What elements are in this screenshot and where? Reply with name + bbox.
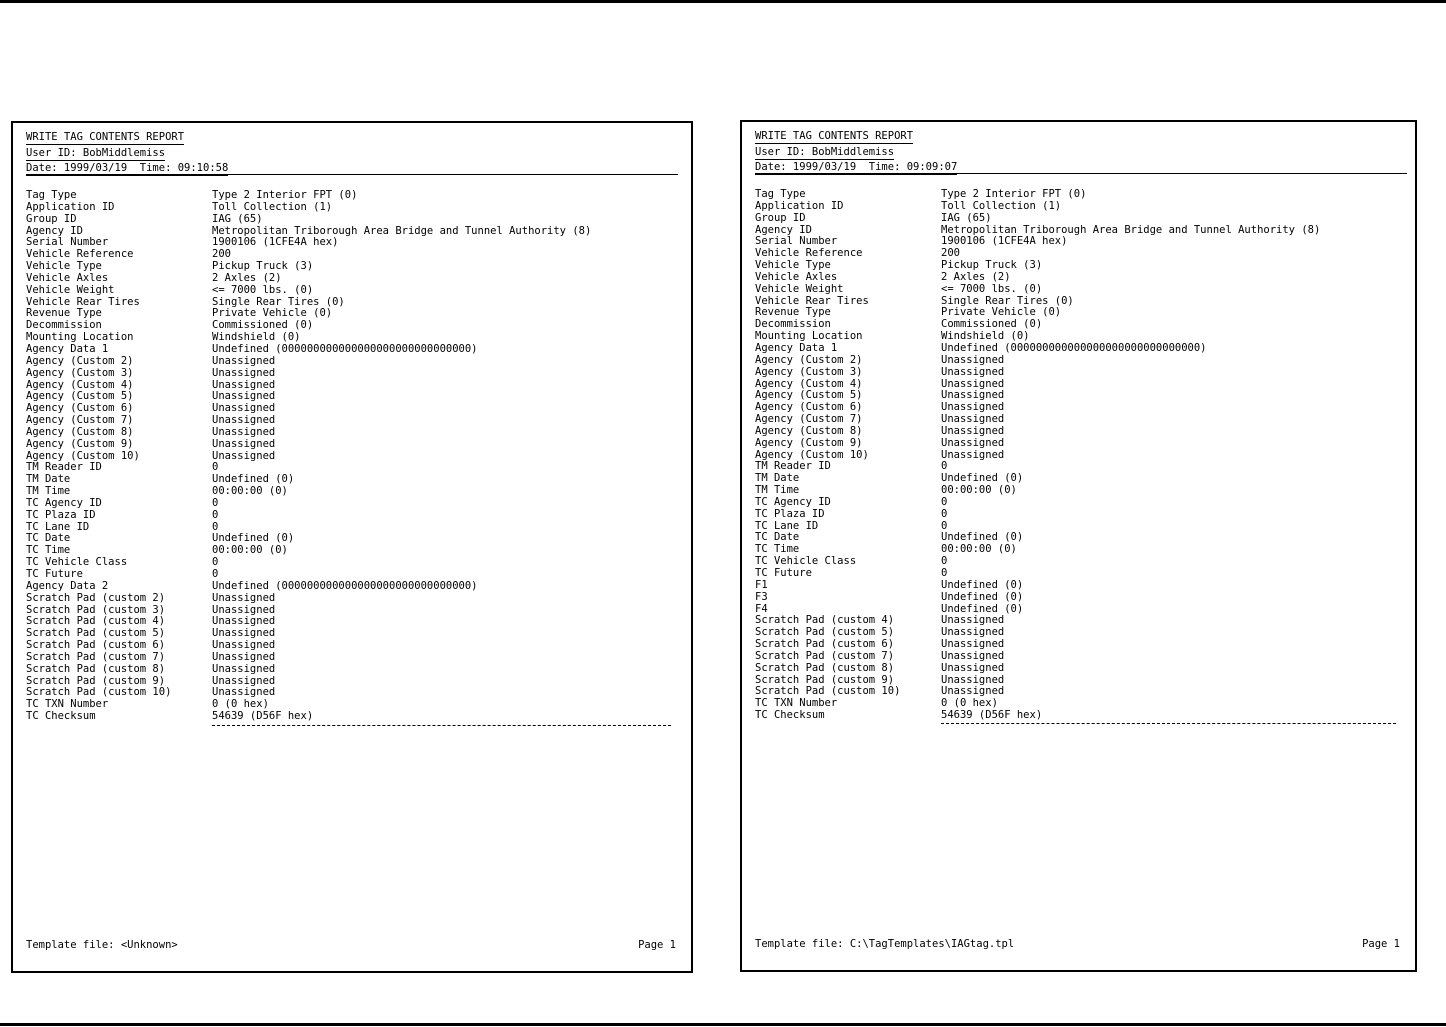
field-label: Agency (Custom 7) xyxy=(26,414,134,427)
field-value: Undefined (000000000000000000000000000000) xyxy=(941,341,1207,354)
report-title: WRITE TAG CONTENTS REPORT xyxy=(755,130,914,142)
report-date-time: Date: 1999/03/19 Time: 09:10:58 xyxy=(26,162,229,174)
field-label: Agency Data 1 xyxy=(755,341,838,354)
field-value: Undefined (0) xyxy=(941,472,1024,485)
field-label: TC Vehicle Class xyxy=(755,555,857,568)
field-label: Serial Number xyxy=(26,236,109,249)
field-value: <= 7000 lbs. (0) xyxy=(941,282,1043,295)
field-label: F1 xyxy=(755,578,768,591)
field-value: Undefined (0) xyxy=(941,531,1024,544)
field-label: Mounting Location xyxy=(26,331,134,344)
field-label: Scratch Pad (custom 8) xyxy=(26,662,166,675)
field-value: 0 xyxy=(941,555,948,568)
field-label: Agency (Custom 2) xyxy=(26,354,134,367)
field-label: TC Checksum xyxy=(26,710,96,723)
field-label: Scratch Pad (custom 3) xyxy=(26,603,166,616)
field-value: 0 xyxy=(212,556,219,569)
field-label: Agency (Custom 6) xyxy=(755,401,863,414)
field-label: Scratch Pad (custom 10) xyxy=(755,685,901,698)
field-value: Unassigned xyxy=(941,365,1005,378)
template-file-label: Template file: <Unknown> xyxy=(26,939,178,951)
field-value: Undefined (000000000000000000000000000000) xyxy=(212,579,478,592)
field-label: Agency (Custom 9) xyxy=(755,436,863,449)
field-label: Application ID xyxy=(755,199,844,212)
field-value: Unassigned xyxy=(941,614,1005,627)
field-label: TC Time xyxy=(755,543,800,556)
field-value: Unassigned xyxy=(941,424,1005,437)
report-user-id: User ID: BobMiddlemiss xyxy=(26,147,166,159)
field-label: Scratch Pad (custom 6) xyxy=(26,639,166,652)
field-value: Unassigned xyxy=(941,353,1005,366)
field-label: TC Checksum xyxy=(755,709,825,722)
page-number: Page 1 xyxy=(638,939,676,951)
field-label: Agency Data 1 xyxy=(26,342,109,355)
field-value: Unassigned xyxy=(941,389,1005,402)
field-label: Tag Type xyxy=(755,188,806,200)
field-label: Decommission xyxy=(755,318,831,331)
field-label: F3 xyxy=(755,590,768,603)
field-label: Agency (Custom 5) xyxy=(26,390,134,403)
field-value: Single Rear Tires (0) xyxy=(212,295,345,308)
report-title: WRITE TAG CONTENTS REPORT xyxy=(26,131,185,143)
field-value: 0 xyxy=(212,461,219,474)
field-label: Vehicle Reference xyxy=(755,247,863,260)
field-label: TM Time xyxy=(26,485,71,498)
field-value: Undefined (0) xyxy=(941,602,1024,615)
field-label: Scratch Pad (custom 4) xyxy=(26,615,166,628)
field-label: Scratch Pad (custom 8) xyxy=(755,661,895,674)
field-label: TC Date xyxy=(755,531,800,544)
field-value: 54639 (D56F hex) xyxy=(212,710,314,723)
field-value: Unassigned xyxy=(212,425,276,438)
field-value: 0 xyxy=(212,496,219,509)
field-value: 54639 (D56F hex) xyxy=(941,709,1043,722)
field-value: 2 Axles (2) xyxy=(941,270,1011,283)
field-value: 0 xyxy=(941,507,948,520)
field-value: Unassigned xyxy=(941,626,1005,639)
field-label: F4 xyxy=(755,602,768,615)
field-value: Unassigned xyxy=(212,390,276,403)
field-label: TC TXN Number xyxy=(755,697,838,710)
field-label: Agency (Custom 7) xyxy=(755,413,863,426)
field-label: Agency (Custom 5) xyxy=(755,389,863,402)
field-value: Unassigned xyxy=(941,649,1005,662)
field-label: Vehicle Type xyxy=(755,259,831,272)
field-value: Type 2 Interior FPT (0) xyxy=(941,188,1087,200)
field-label: Revenue Type xyxy=(26,307,102,320)
field-label: Scratch Pad (custom 5) xyxy=(755,626,895,639)
field-value: 1900106 (1CFE4A hex) xyxy=(212,236,339,249)
field-label: Mounting Location xyxy=(755,330,863,343)
field-value: Unassigned xyxy=(941,673,1005,686)
field-value: Unassigned xyxy=(212,402,276,415)
field-label: Agency (Custom 3) xyxy=(755,365,863,378)
field-value: Metropolitan Triborough Area Bridge and Tunnel Authority (8) xyxy=(212,224,592,237)
field-value: Unassigned xyxy=(941,377,1005,390)
field-value: Undefined (0) xyxy=(941,578,1024,591)
field-value: 0 (0 hex) xyxy=(212,698,269,711)
field-value: 0 xyxy=(941,460,948,473)
field-value: Pickup Truck (3) xyxy=(941,259,1043,272)
field-label: Vehicle Weight xyxy=(755,282,844,295)
field-value: Unassigned xyxy=(212,650,276,663)
field-value: Unassigned xyxy=(941,685,1005,698)
field-label: TC Vehicle Class xyxy=(26,556,128,569)
field-value: Undefined (0) xyxy=(212,473,295,486)
field-label: Group ID xyxy=(755,211,806,224)
field-value: Unassigned xyxy=(941,413,1005,426)
field-value: Windshield (0) xyxy=(212,331,301,344)
field-value: Unassigned xyxy=(212,437,276,450)
field-label: Vehicle Type xyxy=(26,260,102,273)
field-value: Unassigned xyxy=(212,414,276,427)
field-label: Scratch Pad (custom 9) xyxy=(26,674,166,687)
header-rule xyxy=(26,174,678,175)
field-value: Private Vehicle (0) xyxy=(941,306,1062,319)
field-label: TC Time xyxy=(26,544,71,557)
field-label: Group ID xyxy=(26,212,77,225)
field-value: Unassigned xyxy=(212,366,276,379)
field-label: TC Plaza ID xyxy=(755,507,825,520)
field-label: Agency (Custom 3) xyxy=(26,366,134,379)
field-value: Unassigned xyxy=(212,662,276,675)
field-label: Agency (Custom 8) xyxy=(26,425,134,438)
field-value: 200 xyxy=(941,247,960,260)
field-value: Unassigned xyxy=(212,591,276,604)
field-label: Agency (Custom 4) xyxy=(26,378,134,391)
page-number: Page 1 xyxy=(1362,938,1400,950)
field-value: IAG (65) xyxy=(212,212,263,225)
field-label: TC Agency ID xyxy=(755,495,831,508)
field-label: Scratch Pad (custom 5) xyxy=(26,627,166,640)
field-value: Commissioned (0) xyxy=(941,318,1043,331)
field-value: Undefined (000000000000000000000000000000) xyxy=(212,342,478,355)
field-value: 0 xyxy=(941,519,948,532)
field-value: Unassigned xyxy=(212,639,276,652)
field-value: Pickup Truck (3) xyxy=(212,260,314,273)
field-label: Agency (Custom 6) xyxy=(26,402,134,415)
field-label: Agency Data 2 xyxy=(26,579,109,592)
field-value: 0 xyxy=(212,520,219,533)
field-value: Unassigned xyxy=(941,448,1005,461)
field-label: Agency ID xyxy=(26,224,83,237)
field-value: <= 7000 lbs. (0) xyxy=(212,283,314,296)
field-value: Unassigned xyxy=(212,627,276,640)
field-value: Unassigned xyxy=(212,354,276,367)
field-value: Unassigned xyxy=(212,603,276,616)
field-value: Undefined (0) xyxy=(941,590,1024,603)
field-label: Agency ID xyxy=(755,223,812,236)
bottom-border-rule xyxy=(0,1023,1446,1026)
field-value: 2 Axles (2) xyxy=(212,271,282,284)
field-value: Unassigned xyxy=(941,638,1005,651)
field-label: TM Date xyxy=(26,473,71,486)
dashed-divider xyxy=(212,725,671,726)
field-label: Vehicle Rear Tires xyxy=(755,294,869,307)
field-label: Scratch Pad (custom 4) xyxy=(755,614,895,627)
field-value: Unassigned xyxy=(212,686,276,699)
field-value: 00:00:00 (0) xyxy=(212,544,288,557)
field-value: Unassigned xyxy=(212,674,276,687)
field-label: Vehicle Axles xyxy=(755,270,838,283)
top-border-rule xyxy=(0,0,1446,3)
field-value: 00:00:00 (0) xyxy=(941,484,1017,497)
field-label: Agency (Custom 2) xyxy=(755,353,863,366)
field-value: 200 xyxy=(212,248,231,261)
field-label: TC Lane ID xyxy=(26,520,90,533)
field-value: Metropolitan Triborough Area Bridge and Tunnel Authority (8) xyxy=(941,223,1321,236)
field-label: TM Date xyxy=(755,472,800,485)
field-label: Scratch Pad (custom 6) xyxy=(755,638,895,651)
report-user-id: User ID: BobMiddlemiss xyxy=(755,146,895,158)
field-value: Toll Collection (1) xyxy=(212,200,333,213)
header-rule xyxy=(755,173,1407,174)
field-value: Unassigned xyxy=(212,615,276,628)
field-value: 0 (0 hex) xyxy=(941,697,998,710)
field-value: Unassigned xyxy=(212,449,276,462)
field-label: TM Reader ID xyxy=(755,460,831,473)
field-label: Vehicle Rear Tires xyxy=(26,295,140,308)
field-value: 0 xyxy=(941,495,948,508)
field-value: Unassigned xyxy=(212,378,276,391)
field-label: Agency (Custom 4) xyxy=(755,377,863,390)
field-value: 0 xyxy=(212,568,219,580)
report-page-right xyxy=(740,120,1417,972)
field-value: Commissioned (0) xyxy=(212,319,314,332)
field-label: Vehicle Axles xyxy=(26,271,109,284)
field-label: Scratch Pad (custom 9) xyxy=(755,673,895,686)
field-label: Vehicle Reference xyxy=(26,248,134,261)
field-label: Agency (Custom 10) xyxy=(26,449,140,462)
field-value: Undefined (0) xyxy=(212,532,295,545)
field-label: Tag Type xyxy=(26,189,77,201)
field-label: TC Lane ID xyxy=(755,519,819,532)
field-label: TC TXN Number xyxy=(26,698,109,711)
field-label: TM Reader ID xyxy=(26,461,102,474)
dashed-divider xyxy=(941,723,1396,724)
field-label: Scratch Pad (custom 10) xyxy=(26,686,172,699)
field-value: 00:00:00 (0) xyxy=(941,543,1017,556)
field-value: Private Vehicle (0) xyxy=(212,307,333,320)
field-label: Application ID xyxy=(26,200,115,213)
field-label: Scratch Pad (custom 2) xyxy=(26,591,166,604)
field-label: TC Agency ID xyxy=(26,496,102,509)
field-label: TC Date xyxy=(26,532,71,545)
field-value: IAG (65) xyxy=(941,211,992,224)
field-label: Scratch Pad (custom 7) xyxy=(26,650,166,663)
field-label: TM Time xyxy=(755,484,800,497)
field-value: Unassigned xyxy=(941,661,1005,674)
field-value: 0 xyxy=(941,567,948,579)
field-label: TC Future xyxy=(755,567,812,579)
field-label: Agency (Custom 8) xyxy=(755,424,863,437)
field-label: Agency (Custom 9) xyxy=(26,437,134,450)
field-label: Decommission xyxy=(26,319,102,332)
field-label: Scratch Pad (custom 7) xyxy=(755,649,895,662)
field-value: Toll Collection (1) xyxy=(941,199,1062,212)
field-value: Windshield (0) xyxy=(941,330,1030,343)
field-label: TC Plaza ID xyxy=(26,508,96,521)
field-value: Unassigned xyxy=(941,401,1005,414)
field-label: Serial Number xyxy=(755,235,838,248)
field-value: 1900106 (1CFE4A hex) xyxy=(941,235,1068,248)
field-value: Type 2 Interior FPT (0) xyxy=(212,189,358,201)
report-page-left xyxy=(11,121,693,973)
field-label: Agency (Custom 10) xyxy=(755,448,869,461)
field-label: Revenue Type xyxy=(755,306,831,319)
field-label: TC Future xyxy=(26,568,83,580)
field-label: Vehicle Weight xyxy=(26,283,115,296)
template-file-label: Template file: C:\TagTemplates\IAGtag.tpl xyxy=(755,938,1015,950)
field-value: Single Rear Tires (0) xyxy=(941,294,1074,307)
field-value: 00:00:00 (0) xyxy=(212,485,288,498)
report-date-time: Date: 1999/03/19 Time: 09:09:07 xyxy=(755,161,958,173)
field-value: 0 xyxy=(212,508,219,521)
field-value: Unassigned xyxy=(941,436,1005,449)
